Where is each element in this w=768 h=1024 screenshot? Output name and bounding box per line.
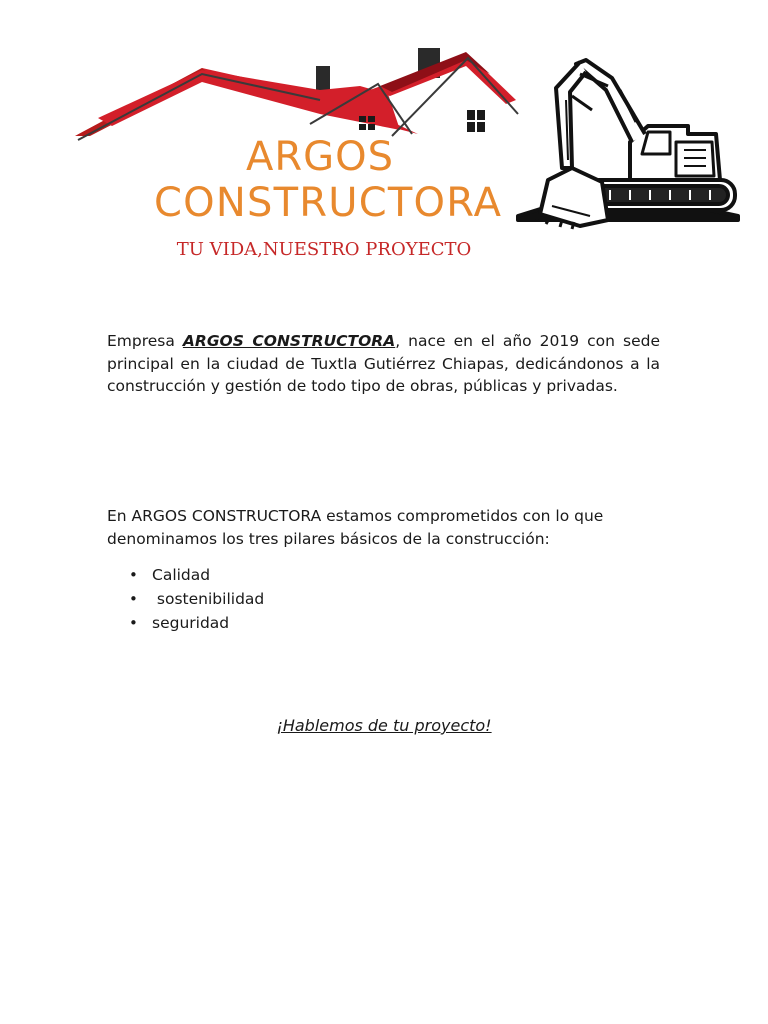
intro-paragraph: [107, 330, 660, 398]
pillar-item-quality: • Calidad: [107, 563, 507, 587]
intro-rest: , nace en el año 2019 con sede principal en la ciudad de Tuxtla Gutiérrez Chiapas, dedicándonos a la construcción y gestión de todo tipo de obras, públicas y privadas.: [107, 332, 660, 395]
intro-lead: Empresa: [107, 332, 183, 350]
pillar-item-safety: • seguridad: [107, 611, 507, 635]
call-to-action: ¡Hablemos de tu proyecto!: [276, 716, 492, 735]
pillars-list: [107, 563, 507, 635]
excavator-icon: [518, 60, 738, 229]
pillar-item-sustainability: • sostenibilidad: [107, 587, 507, 611]
logo-tagline: TU VIDA,NUESTRO PROYECTO: [176, 239, 472, 260]
intro-brand-name: ARGOS CONSTRUCTORA: [182, 332, 396, 350]
logo-line2: CONSTRUCTORA: [154, 180, 502, 226]
pillars-intro-paragraph: En ARGOS CONSTRUCTORA estamos comprometidos con lo que denominamos los tres pilares básicos de la construcción:: [107, 507, 604, 548]
logo-line1: ARGOS: [245, 134, 395, 180]
house-roof-icon: [75, 48, 518, 140]
company-logo-banner: [20, 30, 750, 292]
